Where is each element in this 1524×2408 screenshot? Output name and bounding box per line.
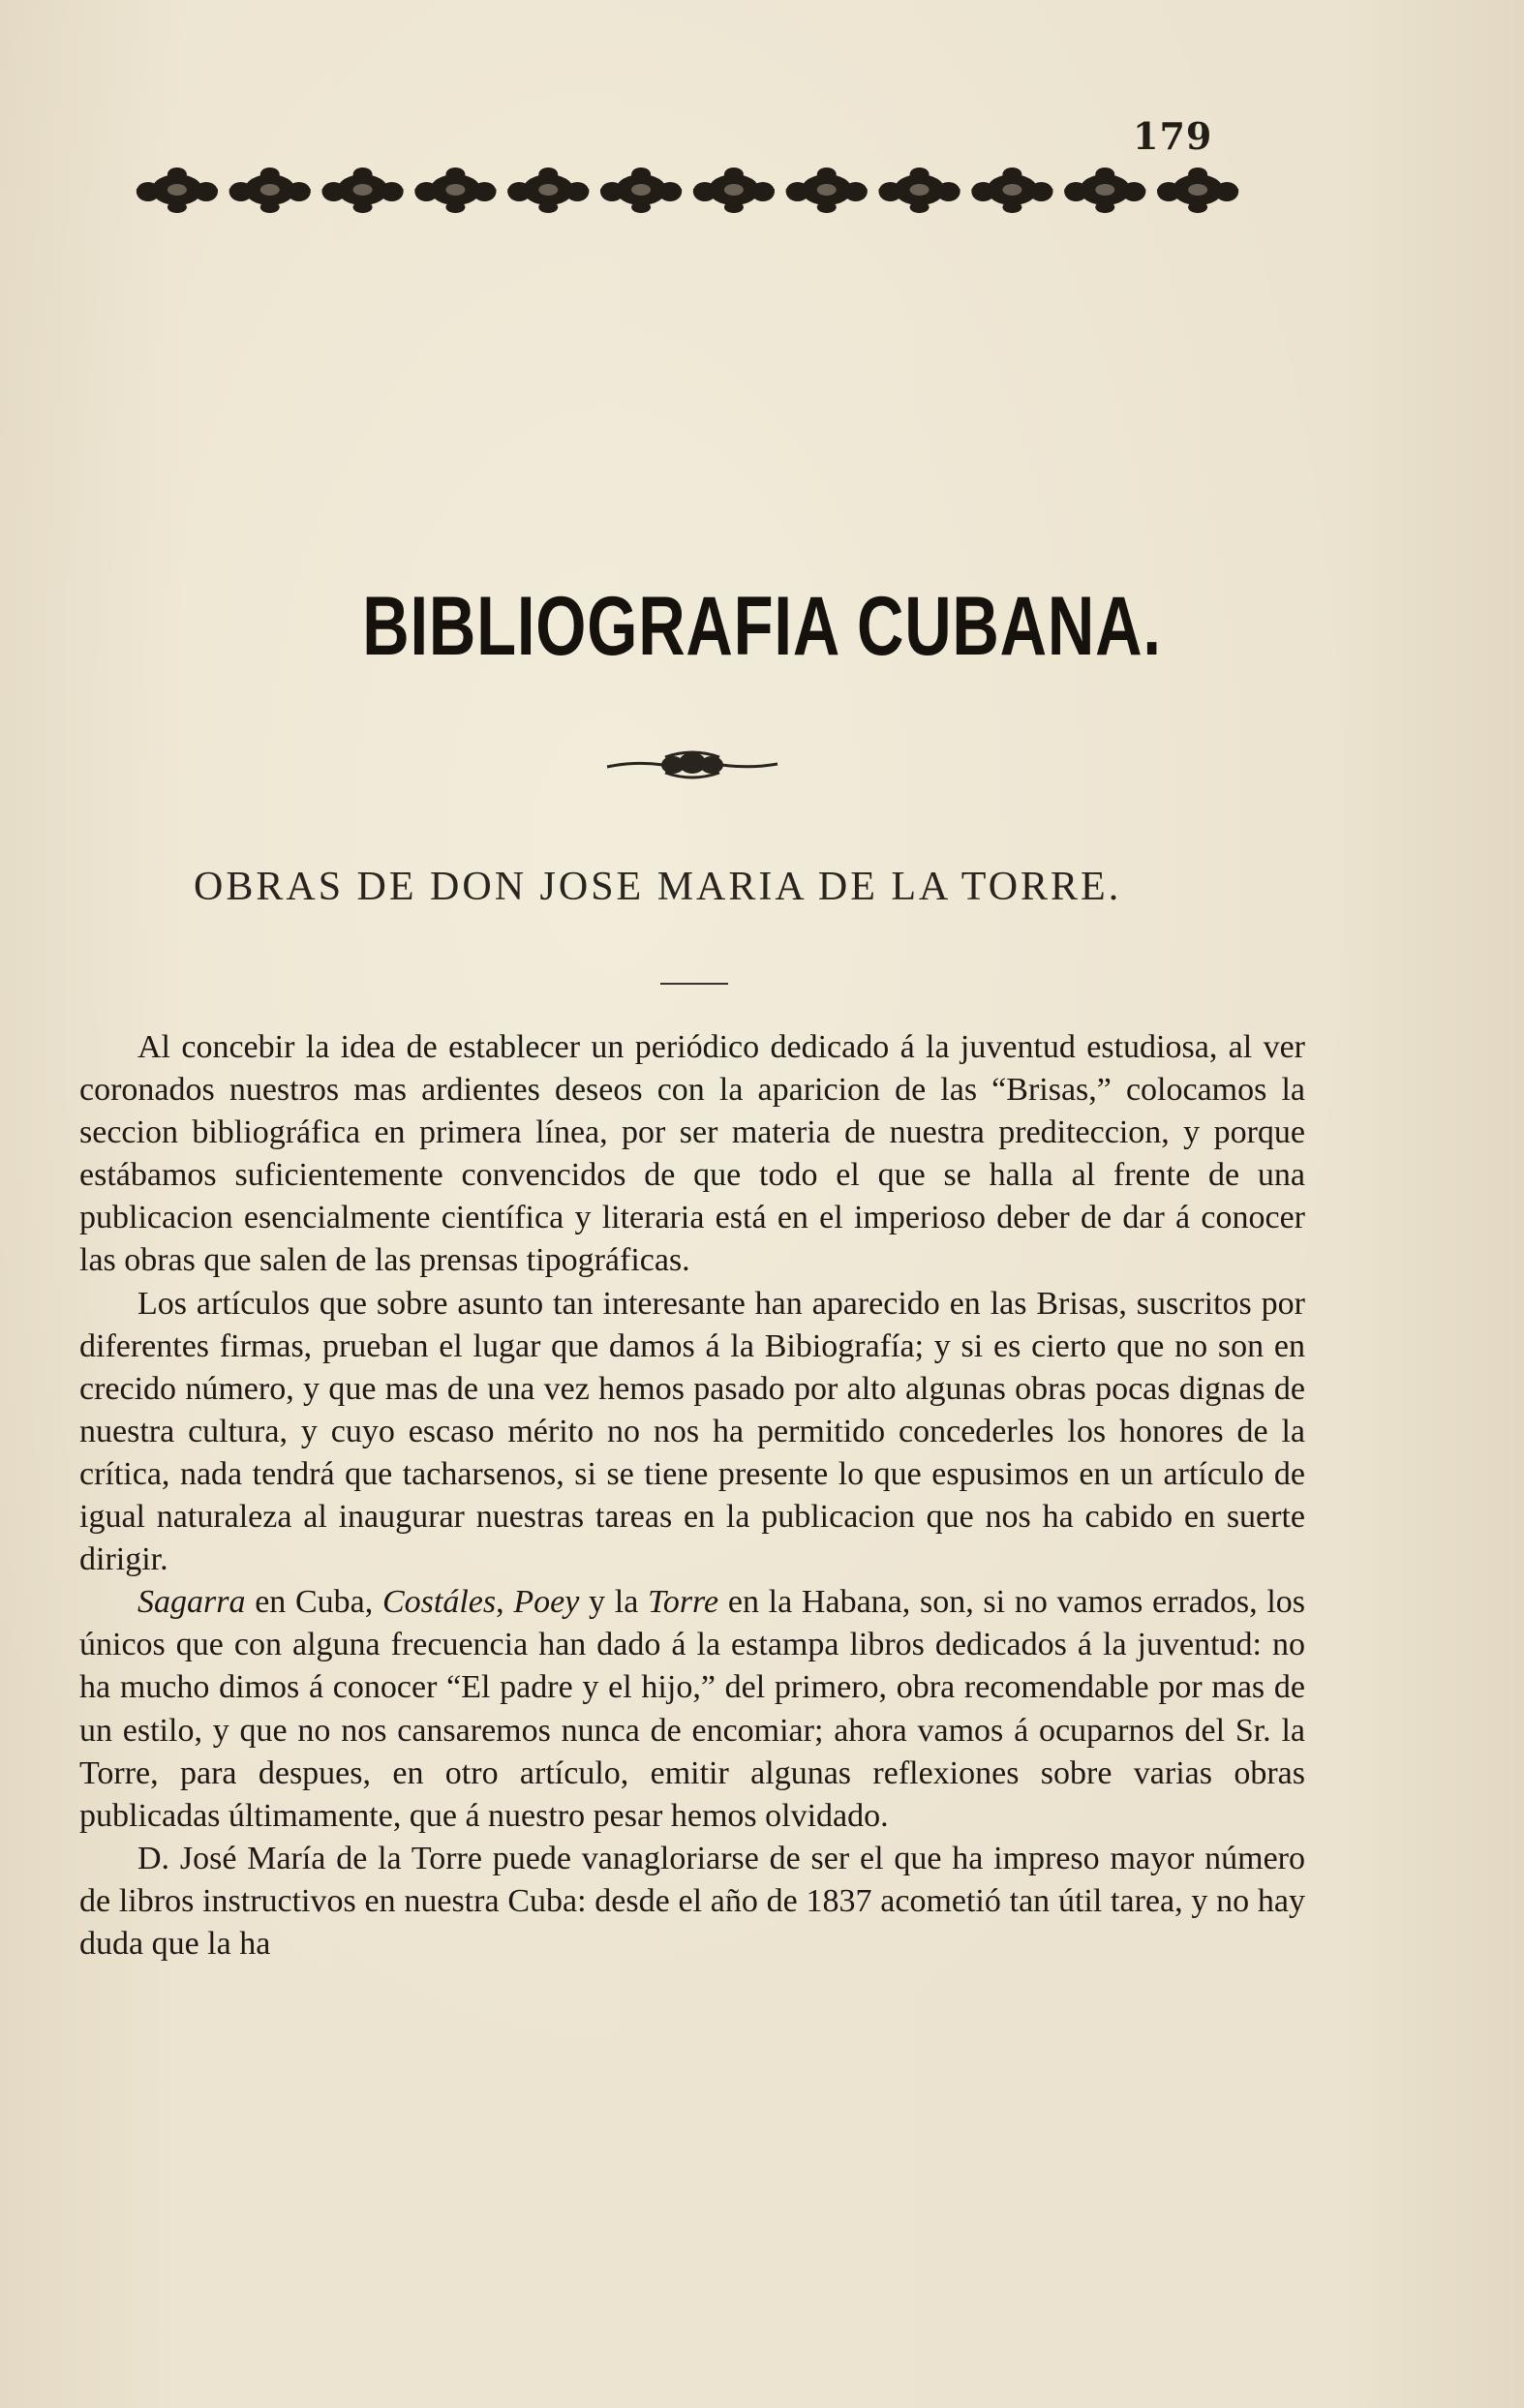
author-name-sagarra: Sagarra [137, 1584, 246, 1621]
vignette-ornament [322, 168, 404, 213]
author-name-poey: Poey [513, 1584, 580, 1621]
vignette-ornament [1064, 168, 1145, 213]
vignette-ornament [879, 168, 960, 213]
paragraph-3-text-2: , [496, 1584, 514, 1621]
vignette-ornament [229, 168, 311, 213]
ornamental-vignette-band-icon [131, 163, 1244, 217]
section-title: BIBLIOGRAFIA CUBANA. [362, 580, 1162, 673]
paragraph-3-text-4: en la Habana, son, si no vamos errados, los únicos que con alguna frecuencia han dado á la estampa libros dedicados á la juventud: no ha mucho dimos á conocer “El padre y el hijo,” del primero, obra recomendable por mas de un estilo, y que no nos cansaremos nunca de encomiar; ahora vamos á ocuparnos del Sr. la Torre, para despues, en otro artículo, emitir algunas reflexiones sobre varias obras publicadas últimamente, que á nuestro pesar hemos olvidado. [79, 1584, 1306, 1834]
paragraph-3-text-1: en Cuba, [245, 1584, 382, 1621]
author-name-costales: Costáles [382, 1584, 497, 1621]
paragraph-3-text-3: y la [579, 1584, 649, 1621]
article-subtitle: OBRAS DE DON JOSE MARIA DE LA TORRE. [194, 865, 1122, 909]
paragraph-4: D. José María de la Torre puede vanagloriarse de ser el que ha impreso mayor número de libros instructivos en nuestra Cuba: desde el año de 1837 acometió tan útil tarea, y no hay duda que la ha [79, 1840, 1305, 1962]
author-name-torre: Torre [648, 1584, 719, 1621]
vignette-ornament [137, 168, 218, 213]
vignette-ornament [786, 168, 868, 213]
vignette-ornament [414, 168, 496, 213]
divider-rule [660, 983, 728, 985]
paragraph-3 [79, 1581, 1305, 1838]
vignette-ornament [507, 168, 589, 213]
page-number: 179 [1133, 114, 1213, 158]
paragraph-1: Al concebir la idea de establecer un periódico dedicado á la juventud estudiosa, al ver coronados nuestros mas ardientes deseos con la aparicion de las “Brisas,” colocamos la seccion bibliográfica en primera línea, por ser materia de nuestra prediteccion, y porque estábamos suficientemente convencidos de que todo el que se halla al frente de una publicacion esencialmente científica y literaria está en el imperioso deber de dar á conocer las obras que salen de las prensas tipográficas. [79, 1029, 1305, 1279]
vignette-ornament [971, 168, 1052, 213]
vignette-ornament [693, 168, 775, 213]
vignette-ornament [600, 168, 682, 213]
leaf-flourish-icon [605, 747, 779, 782]
article-body [79, 1026, 1305, 1966]
paragraph-2: Los artículos que sobre asunto tan interesante han aparecido en las Brisas, suscritos por diferentes firmas, prueban el lugar que damos á la Bibiografía; y si es cierto que no son en crecido número, y que mas de una vez hemos pasado por alto algunas obras pocas dignas de nuestra cultura, y cuyo escaso mérito no nos ha permitido concederles los honores de la crítica, nada tendrá que tacharsenos, si se tiene presente lo que espusimos en un artículo de igual naturaleza al inaugurar nuestras tareas en la publicacion que nos ha cabido en suerte dirigir. [79, 1285, 1305, 1578]
vignette-ornament [1157, 168, 1238, 213]
